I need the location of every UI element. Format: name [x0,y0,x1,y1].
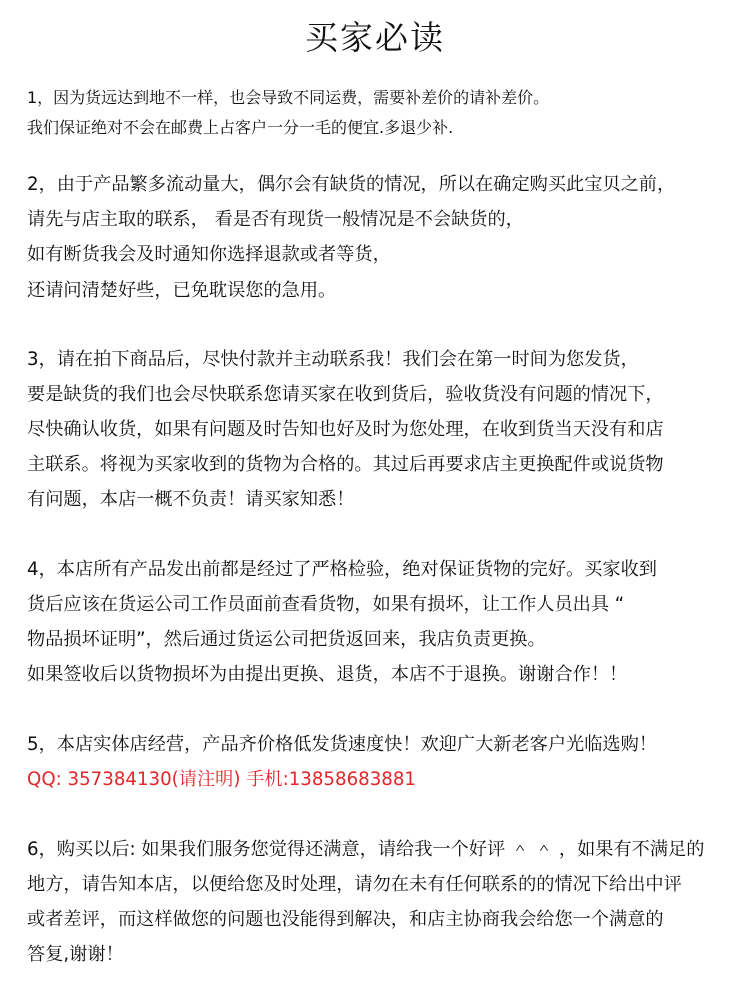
notice-6-line-1: 6，购买以后: 如果我们服务您觉得还满意，请给我一个好评 ＾ ＾ ，如果有不满足的 [27,839,705,860]
notice-4-line-2: 货后应该在货运公司工作员面前查看货物，如果有损坏，让工作人员出具 “ [27,594,625,615]
contact-info: QQ: 357384130(请注明) 手机:13858683881 [27,769,417,790]
notice-4-line-1: 4，本店所有产品发出前都是经过了严格检验，绝对保证货物的完好。买家收到 [27,559,657,580]
notice-5-line-1: 5，本店实体店经营，产品齐价格低发货速度快！欢迎广大新老客户光临选购！ [27,734,657,755]
page-title: 买家必读 [305,18,445,57]
notice-2-line-4: 还请问清楚好些，已免耽误您的急用。 [27,280,337,301]
notice-1-line-1: 1，因为货远达到地不一样，也会导致不同运费，需要补差价的请补差价。 [27,88,550,107]
notice-2-line-1: 2，由于产品繁多流动量大，偶尔会有缺货的情况，所以在确定购买此宝贝之前， [27,174,676,195]
notice-3-line-2: 要是缺货的我们也会尽快联系您请买家在收到货后，验收货没有问题的情况下， [27,384,664,405]
notice-3-line-5: 有问题，本店一概不负责！请买家知悉！ [27,489,355,510]
notice-3-line-3: 尽快确认收货，如果有问题及时告知也好及时为您处理，在收到货当天没有和店 [27,419,664,440]
notice-4-line-4: 如果签收后以货物损坏为由提出更换、退货，本店不于退换。谢谢合作！！ [27,664,628,685]
notice-4-line-3: 物品损坏证明”，然后通过货运公司把货返回来，我店负责更换。 [27,629,546,650]
notice-6-line-3: 或者差评，而这样做您的问题也没能得到解决，和店主协商我会给您一个满意的 [27,909,664,930]
notice-2-line-2: 请先与店主取的联系， 看是否有现货一般情况是不会缺货的， [27,209,524,230]
notice-1-line-2: 我们保证绝对不会在邮费上占客户一分一毛的便宜.多退少补. [27,118,454,137]
notice-6-line-2: 地方，请告知本店，以便给您及时处理，请勿在未有任何联系的的情况下给出中评 [27,874,682,895]
notice-3-line-4: 主联系。将视为买家收到的货物为合格的。其过后再要求店主更换配件或说货物 [27,454,664,475]
notice-3-line-1: 3，请在拍下商品后，尽快付款并主动联系我！我们会在第一时间为您发货， [27,349,639,370]
notice-2-line-3: 如有断货我会及时通知你选择退款或者等货， [27,244,391,265]
notice-6-line-4: 答复,谢谢！ [27,944,124,965]
